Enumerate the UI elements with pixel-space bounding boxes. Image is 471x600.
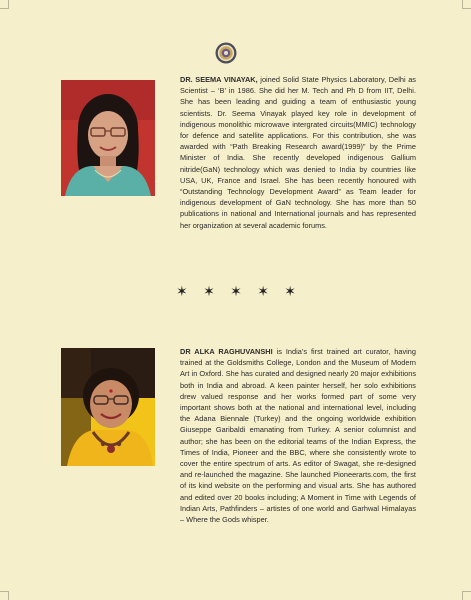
star-icon: ✶ <box>176 284 188 300</box>
bio-seema-vinayak <box>180 74 416 231</box>
star-icon: ✶ <box>284 284 296 300</box>
star-icon: ✶ <box>230 284 242 300</box>
crop-mark-top-right <box>462 8 471 9</box>
crop-mark-bottom-left <box>8 591 9 600</box>
crop-mark-top-right <box>462 0 463 9</box>
star-icon: ✶ <box>203 284 215 300</box>
crop-mark-bottom-right <box>462 591 471 592</box>
bio-text: joined Solid State Physics Laboratory, Delhi as Scientist – ‘B’ in 1986. She did her M. Tech and Ph D from IIT, Delhi. She has been leading and guiding a team of enthusiastic young scientists. Dr. Seema Vinayak played key role in development of indigenous monolithic microwave intergrated circuits(MMIC) technology for defence and satellite applications. For this contribution, she was awarded with “Path Breaking Research award(1999)” by the Prime Minister of India. She recently developed indigenous Gallium nitride(GaN) technology which was denied to India by countries like USA, UK, France and Israel. She has been recently honoured with “Outstanding Technology Development Award” as Team leader for indigenous development of GaN technology. She has more than 50 publications in national and International journals and has represented her organization at several academic forums. <box>180 75 416 230</box>
crop-mark-bottom-right <box>462 591 463 600</box>
organization-seal-icon <box>215 42 237 64</box>
star-icon: ✶ <box>257 284 269 300</box>
portrait-photo-alka-raghuvanshi <box>61 348 155 466</box>
person-name: DR. SEEMA VINAYAK, <box>180 75 258 84</box>
person-name: DR ALKA RAGHUVANSHI <box>180 347 273 356</box>
star-separator <box>176 284 296 300</box>
bio-text: is India’s first trained art curator, having trained at the Goldsmiths College, London and the Museum of Modern Art in Oxford. She has curated and designed nearly 20 major exhibitions both in India and abroad. A keen painter herself, her solo exhibitions drew valued response and her works formed part of some very important shows both at the national and international level, including the Adana Biennale (Turkey) and the ongoing worldwide exhibition Giuseppe Garibaldi emanating from Turkey. A senior columnist and author; she has been on the editorial teams of the Indian Express, the Times of India, Pioneer and the BBC, where she consistently wrote to cover the entire spectrum of arts. As editor of Swagat, she re-designed and re-launched the magazine. She launched Pioneerarts.com, the first of its kind website on the performing and visual arts. She has authored and edited over 20 books including; A Moment in Time with Legends of Indian Arts, Pathfinders – artistes of one world and Garhwal Himalayas – Where the Gods whisper. <box>180 347 416 525</box>
bio-alka-raghuvanshi <box>180 346 416 525</box>
crop-mark-top-left <box>8 0 9 9</box>
portrait-photo-seema-vinayak <box>61 80 155 196</box>
